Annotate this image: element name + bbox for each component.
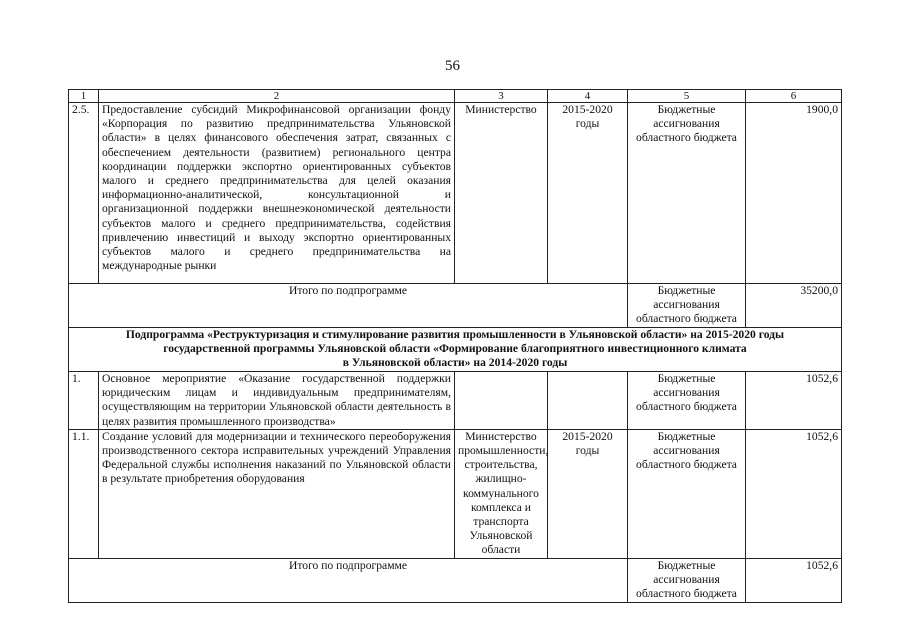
measure-description: Предоставление субсидий Микрофинансовой организации фонду «Корпорация по развитию предпринимательства Ульяновской области» в целях финансового обеспечения затрат, связанных с обеспечением деятельности (развитием) регионального центра координации поддержки экспортно ориентированных субъектов малого и среднего предпринимательства для целей оказания информационно-аналитической, консультационной и организационной поддержки внешнеэкономической деятельности субъектов малого и среднего предпринимательства, содействия привлечению инвестиций и выходу экспортно ориентированных субъектов малого и среднего предпринимательства на международные рынки (99, 103, 455, 284)
col-number-6: 6 (746, 90, 842, 103)
table-row (69, 372, 842, 430)
executor: Министерство промышленности, строительства, жилищно-коммунального комплекса и транспорта Ульяновской области (455, 429, 548, 558)
measure-description: Основное мероприятие «Оказание государственной поддержки юридическим лицам и индивидуальным предпринимателям, осуществляющим на территории Ульяновской области деятельность в целях развития промышленного производства» (99, 372, 455, 430)
table-row (69, 103, 842, 284)
row-number: 2.5. (69, 103, 99, 284)
col-number-1: 1 (69, 90, 99, 103)
col-number-4: 4 (548, 90, 628, 103)
col-number-3: 3 (455, 90, 548, 103)
period-empty (548, 372, 628, 430)
amount: 1052,6 (746, 558, 842, 602)
period: 2015-2020 годы (548, 103, 628, 284)
program-table (68, 89, 842, 603)
funding-source: Бюджетные ассигнования областного бюджета (628, 103, 746, 284)
funding-source: Бюджетные ассигнования областного бюджета (628, 429, 746, 558)
row-number: 1.1. (69, 429, 99, 558)
funding-source: Бюджетные ассигнования областного бюджета (628, 558, 746, 602)
amount: 1900,0 (746, 103, 842, 284)
executor: Министерство (455, 103, 548, 284)
funding-source: Бюджетные ассигнования областного бюджета (628, 284, 746, 328)
section-heading-row (69, 328, 842, 372)
executor-empty (455, 372, 548, 430)
amount: 35200,0 (746, 284, 842, 328)
subtotal-label: Итого по подпрограмме (69, 558, 628, 602)
subtotal-row (69, 558, 842, 602)
amount: 1052,6 (746, 372, 842, 430)
row-number: 1. (69, 372, 99, 430)
col-number-5: 5 (628, 90, 746, 103)
table-row (69, 429, 842, 558)
measure-description: Создание условий для модернизации и технического переоборужения производственного сектора исправительных учреждений Управления Федеральной службы исполнения наказаний по Ульяновской области в результате приобретения оборудования (99, 429, 455, 558)
col-number-2: 2 (99, 90, 455, 103)
subtotal-row (69, 284, 842, 328)
subtotal-label: Итого по подпрограмме (69, 284, 628, 328)
subprogram-heading (69, 328, 842, 372)
subprogram-heading-line1: Подпрограмма «Реструктуризация и стимулирование развития промышленности в Ульяновской области» на 2015-2020 годы (125, 328, 785, 341)
page-number: 56 (445, 58, 460, 74)
period: 2015-2020 годы (548, 429, 628, 558)
subprogram-heading-line3: в Ульяновской области» на 2014-2020 годы (342, 356, 568, 370)
column-number-row (69, 90, 842, 103)
amount: 1052,6 (746, 429, 842, 558)
subprogram-heading-line2: государственной программы Ульяновской области «Формирование благоприятного инвестиционного климата (163, 342, 747, 356)
funding-source: Бюджетные ассигнования областного бюджета (628, 372, 746, 430)
